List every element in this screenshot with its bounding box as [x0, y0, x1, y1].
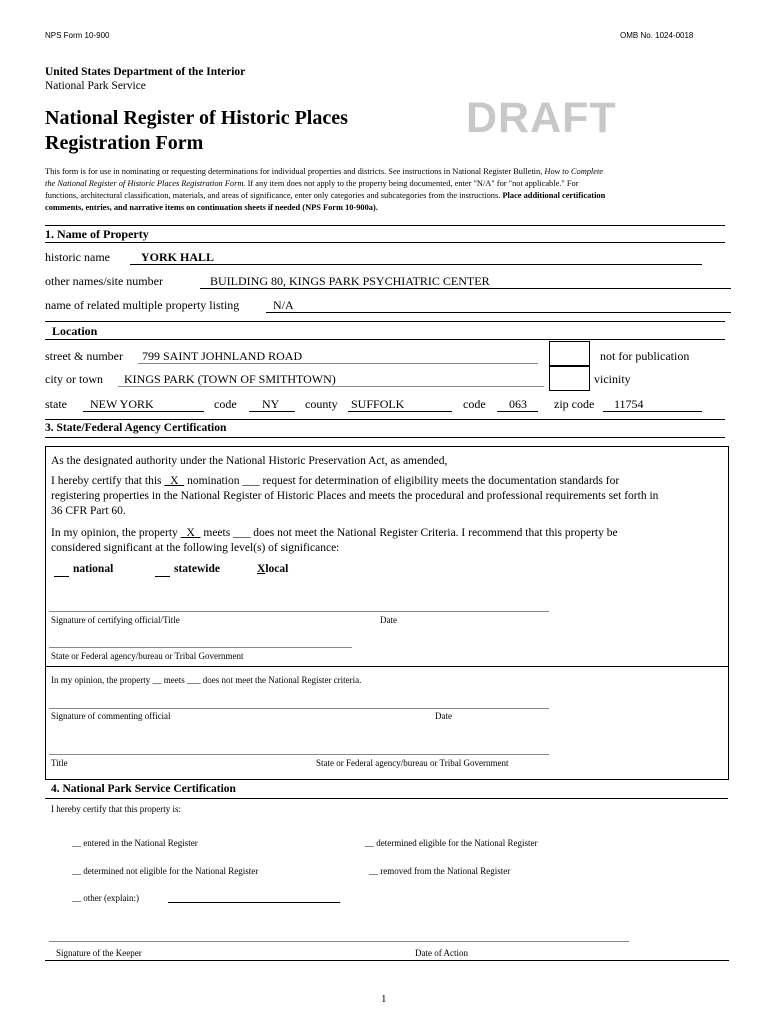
county-code-label: code [463, 397, 486, 411]
zip-value[interactable]: 11754 [614, 397, 644, 411]
cert-text: nomination ___ request for determination of eligibility meets the documentation standards for [184, 475, 620, 487]
box-divider [45, 666, 729, 667]
cert-text: In my opinion, the property [51, 527, 181, 539]
section4-rule [45, 798, 728, 799]
form-number: NPS Form 10-900 [45, 31, 110, 40]
location-top-rule [45, 321, 725, 322]
section4-heading: 4. National Park Service Certification [51, 783, 236, 795]
section1-heading: 1. Name of Property [45, 227, 149, 241]
historic-name-underline [130, 264, 702, 265]
intro-line2 [45, 179, 579, 188]
intro-line3 [45, 191, 605, 200]
opinion2-text: In my opinion, the property __ meets ___ does not meet the National Register criteria. [51, 675, 362, 685]
page-title-line2: Registration Form [45, 132, 204, 154]
street-value[interactable]: 799 SAINT JOHNLAND ROAD [142, 349, 303, 363]
intro-italic: How to Complete [544, 167, 604, 176]
county-underline [348, 411, 452, 412]
nomination-x: X [170, 475, 179, 487]
zip-label: zip code [554, 397, 595, 411]
location-bottom-rule [45, 339, 725, 340]
state-code-value[interactable]: NY [262, 397, 280, 411]
sig-commenting-label: Signature of commenting official [51, 711, 171, 721]
date1-label: Date [380, 615, 397, 625]
intro-line4: comments, entries, and narrative items on continuation sheets if needed (NPS Form 10-900a). [45, 203, 378, 212]
state-code-label: code [214, 397, 237, 411]
cert-p2-line1 [51, 475, 619, 487]
city-underline [118, 386, 544, 387]
nomination-mark[interactable] [164, 475, 184, 487]
intro-text: This form is for use in nominating or requesting determinations for individual properties and districts. See instructions in National Register Bulletin, [45, 167, 545, 176]
other-names-underline [200, 288, 731, 289]
opt-removed[interactable]: __ removed from the National Register [369, 866, 511, 876]
county-code-underline [497, 411, 538, 412]
not-for-publication-label: not for publication [600, 349, 690, 363]
section4-certify: I hereby certify that this property is: [51, 804, 181, 814]
state-value[interactable]: NEW YORK [90, 397, 154, 411]
state-label: state [45, 397, 67, 411]
related-listing-value[interactable]: N/A [273, 298, 294, 312]
county-code-value[interactable]: 063 [509, 397, 527, 411]
related-listing-underline [266, 312, 731, 313]
location-heading: Location [52, 324, 98, 338]
opt-other[interactable]: __ other (explain:) [72, 893, 139, 903]
section3-top-rule [45, 419, 725, 420]
cert-p3-line1 [51, 527, 618, 539]
other-explain-line[interactable] [168, 902, 340, 903]
agency1-line[interactable] [49, 647, 352, 648]
city-value[interactable]: KINGS PARK (TOWN OF SMITHTOWN) [124, 372, 336, 386]
related-listing-label: name of related multiple property listing [45, 298, 240, 312]
intro-text: If any item does not apply to the property being documented, enter "N/A" for "not applicable." For [245, 179, 579, 188]
service-name: National Park Service [45, 80, 146, 92]
cert-p2-line2: registering properties in the National Register of Historic Places and meets the procedural and professional requirements set forth in [51, 490, 659, 502]
local-x: X [257, 563, 266, 575]
meets-mark[interactable] [181, 527, 201, 539]
cert-text: meets ___ does not meet the National Register Criteria. I recommend that this property be [200, 527, 618, 539]
historic-name-label: historic name [45, 250, 110, 264]
local-label: local [265, 563, 289, 575]
certifying-signature-line[interactable] [49, 611, 549, 612]
date2-label: Date [435, 711, 452, 721]
street-underline [138, 363, 538, 364]
intro-italic: the National Register of Historic Places Registration Form. [45, 179, 246, 188]
sig-keeper-label: Signature of the Keeper [56, 948, 142, 958]
vicinity-label: vicinity [594, 372, 631, 386]
other-names-label: other names/site number [45, 274, 163, 288]
department-name: United States Department of the Interior [45, 66, 246, 78]
agency2-label: State or Federal agency/bureau or Tribal Government [316, 758, 509, 768]
page-number: 1 [381, 993, 387, 1005]
street-label: street & number [45, 349, 123, 363]
intro-text: functions, architectural classification, materials, and areas of significance, enter only categories and subcategories from the instructions. [45, 191, 503, 200]
city-label: city or town [45, 372, 103, 386]
omb-number: OMB No. 1024-0018 [620, 31, 694, 40]
intro-line1 [45, 167, 603, 176]
cert-p1: As the designated authority under the National Historic Preservation Act, as amended, [51, 455, 448, 467]
opt-not-eligible[interactable]: __ determined not eligible for the National Register [72, 866, 259, 876]
state-code-underline [249, 411, 295, 412]
title-line[interactable] [49, 754, 549, 755]
other-names-value[interactable]: BUILDING 80, KINGS PARK PSYCHIATRIC CENTER [210, 274, 490, 288]
intro-bold: Place additional certification [502, 191, 606, 200]
not-for-publication-checkbox[interactable] [549, 341, 590, 366]
meets-x: X [186, 527, 195, 539]
section1-bottom-rule [45, 242, 725, 243]
cert-p2-line3: 36 CFR Part 60. [51, 505, 126, 517]
cert-text: I hereby certify that this [51, 475, 165, 487]
section3-heading: 3. State/Federal Agency Certification [45, 422, 227, 434]
agency1-label: State or Federal agency/bureau or Tribal Government [51, 651, 244, 661]
cert-p3-line2: considered significant at the following level(s) of significance: [51, 542, 340, 554]
sig-certifying-label: Signature of certifying official/Title [51, 615, 180, 625]
date-action-label: Date of Action [415, 948, 468, 958]
historic-name-value[interactable]: YORK HALL [141, 250, 215, 264]
section3-bottom-rule [45, 437, 725, 438]
zip-underline [603, 411, 702, 412]
statewide-blank[interactable] [155, 576, 170, 577]
national-blank[interactable] [54, 576, 69, 577]
draft-watermark: DRAFT [466, 94, 617, 142]
opt-entered[interactable]: __ entered in the National Register [72, 838, 198, 848]
county-value[interactable]: SUFFOLK [351, 397, 405, 411]
title-label: Title [51, 758, 68, 768]
level-local[interactable] [257, 563, 288, 575]
state-underline [83, 411, 204, 412]
keeper-signature-line[interactable] [49, 941, 629, 942]
opt-determined-eligible[interactable]: __ determined eligible for the National Register [365, 838, 538, 848]
level-national: national [73, 563, 114, 575]
section1-top-rule [45, 225, 725, 226]
section4-bottom-rule [45, 960, 729, 961]
county-label: county [305, 397, 338, 411]
vicinity-checkbox[interactable] [549, 366, 590, 391]
level-statewide: statewide [174, 563, 220, 575]
commenting-signature-line[interactable] [49, 708, 549, 709]
page-title-line1: National Register of Historic Places [45, 107, 348, 129]
